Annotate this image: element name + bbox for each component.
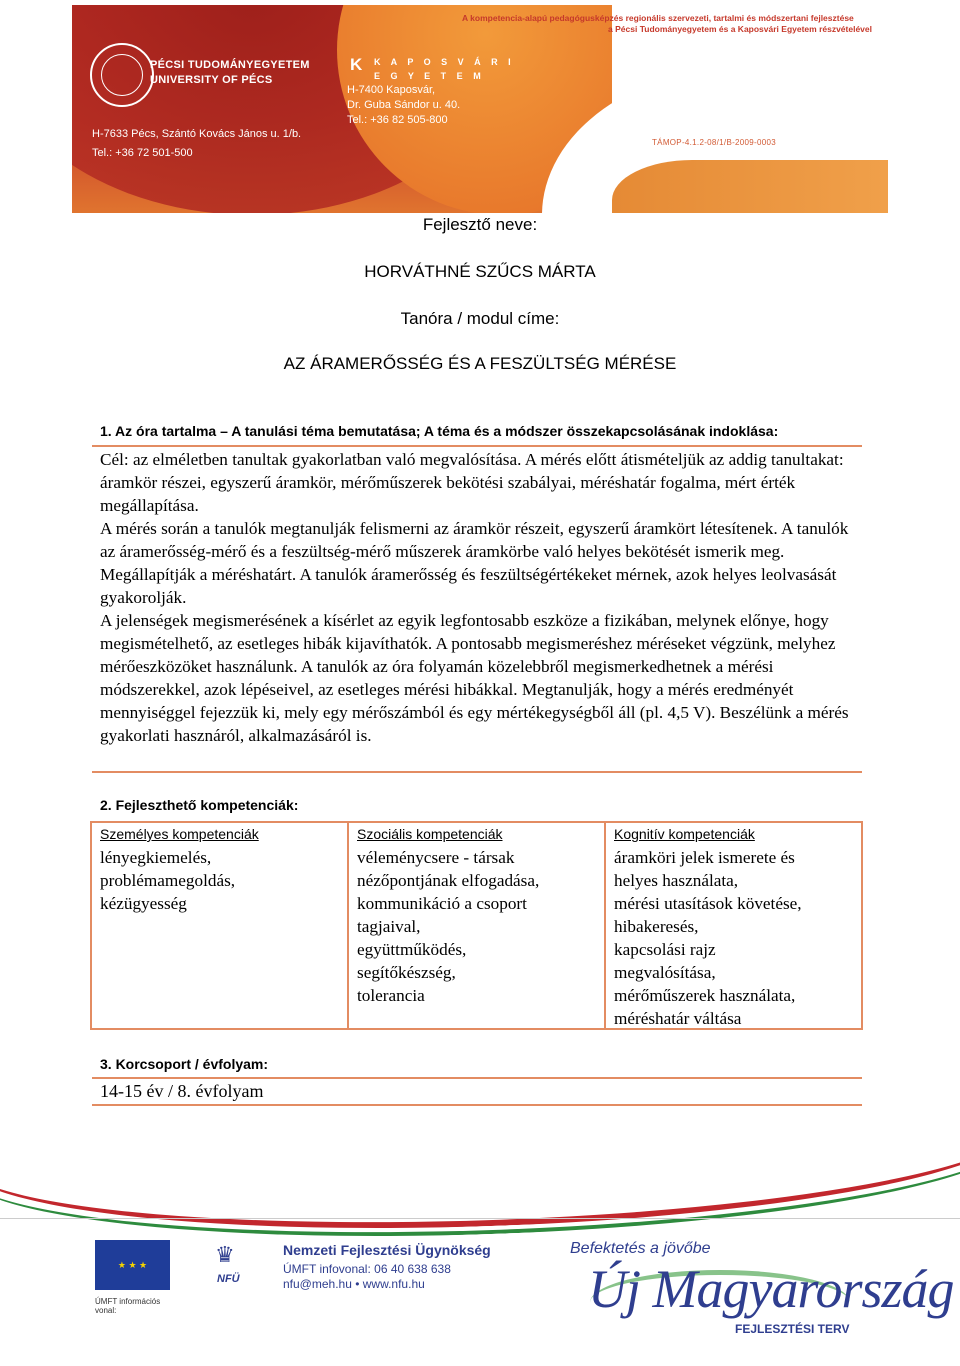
header-tagline [462, 13, 882, 35]
section-2-title: 2. Fejleszthető kompetenciák: [100, 797, 299, 813]
ke-phone: Tel.: +36 82 505-800 [347, 114, 448, 126]
pte-name-en: UNIVERSITY OF PÉCS [150, 74, 273, 86]
developer-name: HORVÁTHNÉ SZŰCS MÁRTA [364, 262, 596, 281]
pte-name [150, 58, 310, 88]
tagline-line-2: a Pécsi Tudományegyetem és a Kaposvári Egyetem részvételével [608, 24, 872, 34]
section-1-rule-top [92, 445, 862, 447]
hungary-crest-icon: ♛ [215, 1242, 235, 1267]
section-1-paragraph-2: A mérés során a tanulók megtanulják felismerni az áramkör részeit, egyszerű áramkört létesítenek. A tanulók az áramerősség-mérő és a feszültség-mérő műszerek áramkörbe való helyes bekötését ismerik meg. Megállapítják a méréshatárt. A tanulók áramerősség és feszültségértékeket mérnek, azok helyes leolvasását gyakorolják. [100, 519, 849, 607]
competency-column-cognitive [604, 823, 861, 1028]
developer-label: Fejlesztő neve: [422, 215, 538, 234]
ke-address-1: H-7400 Kaposvár, [347, 84, 436, 96]
competency-body: véleménycsere - társak nézőpontjának elfogadása, kommunikáció a csoport tagjaival, együttműködés, segítőkészség, tolerancia [357, 848, 540, 1005]
nfu-web: nfu@meh.hu • www.nfu.hu [283, 1277, 425, 1291]
ke-name [374, 55, 515, 83]
slogan: Befektetés a jövőbe [570, 1240, 711, 1257]
tagline-line-1: A kompetencia-alapú pedagógusképzés regionális szervezeti, tartalmi és módszertani fejlesztése [462, 13, 854, 23]
project-code: TÁMOP-4.1.2-08/1/B-2009-0003 [652, 138, 777, 147]
competency-column-personal [92, 823, 347, 1028]
ke-address-2: Dr. Guba Sándor u. 40. [347, 99, 461, 111]
umft-label: ÚMFT információs vonal: [95, 1297, 161, 1315]
competency-heading: Kognitív kompetenciák [614, 826, 755, 842]
pte-contact [92, 125, 301, 163]
footer-divider [0, 1218, 960, 1219]
competency-body: lényegkiemelés, problémamegoldás, kézügyesség [100, 848, 236, 913]
section-3-rule-top [92, 1077, 862, 1079]
section-1-paragraph-1: Cél: az elméletben tanultak gyakorlatban való megvalósítása. A mérés előtt átismételjük az addig tanultakat: áramkör részei, egyszerű áramkör, mérőműszerek bekötési szabályai, méréshatár fogalma, mért érték megállapítása. [100, 450, 844, 515]
section-3-rule-bottom [92, 1104, 862, 1106]
footer [0, 1150, 960, 1366]
ke-contact [347, 83, 460, 128]
nfu-contact [283, 1262, 451, 1292]
nfu-mark: NFÜ [217, 1273, 240, 1285]
header-banner [72, 5, 888, 213]
pte-name-hu: PÉCSI TUDOMÁNYEGYETEM [150, 59, 310, 71]
nfu-title: Nemzeti Fejlesztési Ügynökség [283, 1242, 491, 1258]
competency-body: áramköri jelek ismerete és helyes használata, mérési utasítások követése, hibakeresés, kapcsolási rajz megvalósítása, mérőműszerek használata, méréshatár váltása [614, 848, 802, 1028]
ke-name-line-1: K A P O S V Á R I [374, 57, 515, 67]
section-1-rule-bottom [92, 771, 862, 773]
pte-seal-icon [90, 43, 154, 107]
eu-flag-icon: ★ ★ ★ [95, 1240, 170, 1290]
competency-heading: Személyes kompetenciák [100, 826, 259, 842]
section-3-title: 3. Korcsoport / évfolyam: [100, 1056, 269, 1072]
brand-logo: Új Magyarország [588, 1259, 954, 1319]
nfu-phone: ÚMFT infovonal: 06 40 638 638 [283, 1262, 451, 1276]
pte-phone: Tel.: +36 72 501-500 [92, 147, 193, 159]
banner-orange-strip [612, 160, 888, 213]
competency-heading: Szociális kompetenciák [357, 826, 503, 842]
ke-logo-icon: K [350, 55, 363, 74]
section-1-title: 1. Az óra tartalma – A tanulási téma bemutatása; A téma és a módszer összekapcsolásának indoklása: [100, 423, 779, 439]
competency-column-social [347, 823, 604, 1028]
pte-address: H-7633 Pécs, Szántó Kovács János u. 1/b. [92, 128, 302, 140]
section-1-paragraph-3: A jelenségek megismerésének a kísérlet az egyik legfontosabb eszköze a fizikában, melynek előnye, hogy megismételhető, az esetleges hibák kijavíthatók. A pontosabb megismeréshez méréseket végzünk, melyhez mérőeszközöket használunk. A tanulók az óra folyamán közelebbről megismerkedhetnek a mérési módszerekkel, azok lépéseivel, az esetleges mérési hibákkal. Megtanulják, hogy a mérés eredményét mennyiséggel fejezzük ki, mely egy mérőszámból és egy mértékegységből áll (pl. 4,5 V). Beszélünk a mérés gyakorlati hasznáról, alkalmazásáról is. [100, 611, 849, 745]
module-title: AZ ÁRAMERŐSSÉG ÉS A FESZÜLTSÉG MÉRÉSE [283, 354, 677, 373]
competency-table [90, 821, 863, 1030]
module-label: Tanóra / modul címe: [400, 309, 560, 328]
footer-green-swoosh [0, 1150, 960, 1252]
brand-subtitle: FEJLESZTÉSI TERV [735, 1322, 850, 1336]
ke-name-line-2: E G Y E T E M [374, 71, 485, 81]
section-3-value: 14-15 év / 8. évfolyam [100, 1081, 264, 1101]
